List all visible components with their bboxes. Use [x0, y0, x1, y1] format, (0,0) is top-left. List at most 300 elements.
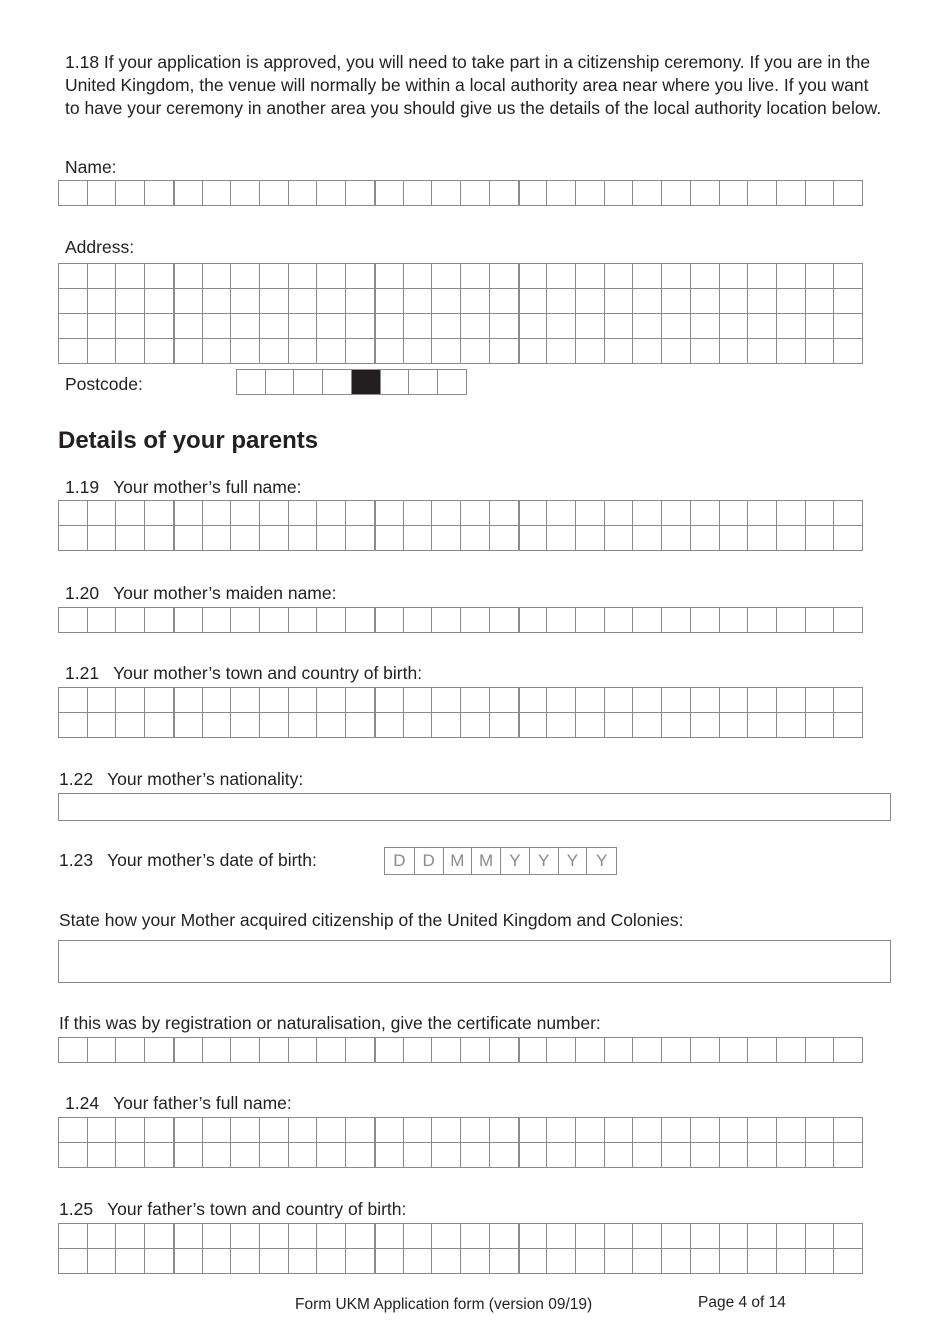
char-box[interactable] [202, 180, 232, 206]
char-box[interactable] [345, 1223, 375, 1249]
char-box[interactable] [805, 1223, 835, 1249]
char-box[interactable] [374, 500, 404, 526]
char-box[interactable] [661, 313, 691, 339]
char-box[interactable] [489, 1223, 519, 1249]
char-box[interactable] [230, 180, 260, 206]
char-box[interactable] [632, 607, 662, 633]
char-box[interactable] [518, 712, 548, 738]
char-box[interactable] [115, 607, 145, 633]
char-box[interactable] [403, 288, 433, 314]
father-full-name-field[interactable] [58, 1117, 862, 1167]
char-box[interactable] [747, 313, 777, 339]
char-box[interactable] [604, 525, 634, 551]
char-box[interactable] [259, 1248, 289, 1274]
char-box[interactable] [661, 338, 691, 364]
char-box[interactable] [58, 500, 88, 526]
char-box[interactable] [632, 1248, 662, 1274]
char-box[interactable] [518, 687, 548, 713]
char-box[interactable] [833, 1142, 863, 1168]
char-box[interactable] [719, 1117, 749, 1143]
char-box[interactable] [374, 712, 404, 738]
char-box[interactable] [288, 1142, 318, 1168]
char-box[interactable] [144, 712, 174, 738]
date-digit-box[interactable]: Y [529, 848, 559, 874]
date-digit-box[interactable]: M [443, 848, 473, 874]
char-box[interactable] [604, 607, 634, 633]
char-box[interactable] [288, 1037, 318, 1063]
date-digit-box[interactable]: Y [500, 848, 530, 874]
char-box[interactable] [833, 338, 863, 364]
char-box[interactable] [575, 1037, 605, 1063]
char-box[interactable] [546, 180, 576, 206]
char-box[interactable] [719, 1223, 749, 1249]
char-box[interactable] [747, 338, 777, 364]
char-box[interactable] [345, 1117, 375, 1143]
char-box[interactable] [173, 180, 203, 206]
char-box[interactable] [259, 313, 289, 339]
char-box[interactable] [293, 369, 323, 395]
char-box[interactable] [776, 263, 806, 289]
char-box[interactable] [345, 313, 375, 339]
char-box[interactable] [345, 500, 375, 526]
char-box[interactable] [230, 1037, 260, 1063]
char-box[interactable] [115, 1037, 145, 1063]
char-box[interactable] [805, 1142, 835, 1168]
char-box[interactable] [833, 313, 863, 339]
char-box[interactable] [202, 500, 232, 526]
char-box[interactable] [374, 338, 404, 364]
char-box[interactable] [288, 313, 318, 339]
char-box[interactable] [805, 313, 835, 339]
char-box[interactable] [776, 525, 806, 551]
char-box[interactable] [661, 288, 691, 314]
char-box[interactable] [776, 313, 806, 339]
char-box[interactable] [690, 500, 720, 526]
char-box[interactable] [230, 1142, 260, 1168]
char-box[interactable] [144, 1223, 174, 1249]
date-digit-box[interactable]: Y [586, 848, 616, 874]
char-box[interactable] [747, 1248, 777, 1274]
char-box[interactable] [230, 500, 260, 526]
char-box[interactable] [173, 313, 203, 339]
char-box[interactable] [58, 1248, 88, 1274]
char-box[interactable] [173, 1223, 203, 1249]
char-box[interactable] [805, 525, 835, 551]
char-box[interactable] [690, 687, 720, 713]
char-box[interactable] [833, 525, 863, 551]
char-box[interactable] [575, 525, 605, 551]
char-box[interactable] [747, 1117, 777, 1143]
char-box[interactable] [604, 288, 634, 314]
char-box[interactable] [604, 712, 634, 738]
char-box[interactable] [431, 607, 461, 633]
char-box[interactable] [719, 1037, 749, 1063]
char-box[interactable] [661, 1117, 691, 1143]
char-box[interactable] [374, 1117, 404, 1143]
char-box[interactable] [690, 525, 720, 551]
char-box[interactable] [575, 687, 605, 713]
char-box[interactable] [403, 607, 433, 633]
char-box[interactable] [518, 1117, 548, 1143]
char-box[interactable] [380, 369, 410, 395]
char-box[interactable] [58, 338, 88, 364]
address-field[interactable] [58, 263, 862, 363]
char-box[interactable] [632, 180, 662, 206]
char-box[interactable] [374, 607, 404, 633]
char-box[interactable] [690, 1142, 720, 1168]
char-box[interactable] [58, 180, 88, 206]
char-box[interactable] [747, 525, 777, 551]
char-box[interactable] [58, 712, 88, 738]
name-field[interactable] [58, 180, 862, 205]
char-box[interactable] [604, 1223, 634, 1249]
char-box[interactable] [460, 313, 490, 339]
char-box[interactable] [604, 687, 634, 713]
date-digit-box[interactable]: M [471, 848, 501, 874]
char-box[interactable] [776, 1117, 806, 1143]
char-box[interactable] [518, 1037, 548, 1063]
char-box[interactable] [144, 288, 174, 314]
char-box[interactable] [115, 313, 145, 339]
char-box[interactable] [489, 180, 519, 206]
char-box[interactable] [202, 1117, 232, 1143]
char-box[interactable] [776, 1142, 806, 1168]
char-box[interactable] [575, 338, 605, 364]
char-box[interactable] [173, 607, 203, 633]
char-box[interactable] [776, 1037, 806, 1063]
char-box[interactable] [403, 1248, 433, 1274]
char-box[interactable] [316, 1142, 346, 1168]
char-box[interactable] [776, 1248, 806, 1274]
char-box[interactable] [747, 687, 777, 713]
char-box[interactable] [690, 313, 720, 339]
char-box[interactable] [460, 1223, 490, 1249]
char-box[interactable] [546, 288, 576, 314]
char-box[interactable] [374, 313, 404, 339]
char-box[interactable] [403, 1117, 433, 1143]
char-box[interactable] [776, 607, 806, 633]
char-box[interactable] [115, 687, 145, 713]
char-box[interactable] [259, 288, 289, 314]
char-box[interactable] [236, 369, 266, 395]
char-box[interactable] [115, 1117, 145, 1143]
char-box[interactable] [776, 180, 806, 206]
char-box[interactable] [316, 263, 346, 289]
char-box[interactable] [632, 525, 662, 551]
char-box[interactable] [604, 263, 634, 289]
char-box[interactable] [437, 369, 467, 395]
char-box[interactable] [661, 1248, 691, 1274]
char-box[interactable] [575, 500, 605, 526]
char-box[interactable] [345, 263, 375, 289]
char-box[interactable] [460, 525, 490, 551]
char-box[interactable] [518, 1248, 548, 1274]
char-box[interactable] [259, 180, 289, 206]
char-box[interactable] [460, 1248, 490, 1274]
char-box[interactable] [575, 313, 605, 339]
char-box[interactable] [316, 288, 346, 314]
char-box[interactable] [230, 687, 260, 713]
char-box[interactable] [87, 525, 117, 551]
char-box[interactable] [431, 263, 461, 289]
char-box[interactable] [661, 263, 691, 289]
char-box[interactable] [259, 338, 289, 364]
char-box[interactable] [431, 525, 461, 551]
char-box[interactable] [546, 313, 576, 339]
char-box[interactable] [115, 180, 145, 206]
char-box[interactable] [202, 1037, 232, 1063]
char-box[interactable] [144, 687, 174, 713]
char-box[interactable] [316, 313, 346, 339]
char-box[interactable] [489, 607, 519, 633]
char-box[interactable] [202, 263, 232, 289]
char-box[interactable] [58, 1223, 88, 1249]
char-box[interactable] [288, 1248, 318, 1274]
char-box[interactable] [87, 1142, 117, 1168]
char-box[interactable] [518, 263, 548, 289]
char-box[interactable] [661, 500, 691, 526]
char-box[interactable] [408, 369, 438, 395]
char-box[interactable] [661, 180, 691, 206]
char-box[interactable] [403, 180, 433, 206]
char-box[interactable] [833, 607, 863, 633]
char-box[interactable] [604, 313, 634, 339]
char-box[interactable] [316, 607, 346, 633]
char-box[interactable] [460, 712, 490, 738]
char-box[interactable] [144, 1142, 174, 1168]
char-box[interactable] [489, 263, 519, 289]
char-box[interactable] [374, 180, 404, 206]
char-box[interactable] [460, 180, 490, 206]
char-box[interactable] [316, 500, 346, 526]
char-box[interactable] [345, 687, 375, 713]
char-box[interactable] [431, 500, 461, 526]
char-box[interactable] [833, 687, 863, 713]
char-box[interactable] [403, 525, 433, 551]
char-box[interactable] [144, 313, 174, 339]
char-box[interactable] [489, 1248, 519, 1274]
char-box[interactable] [546, 1223, 576, 1249]
char-box[interactable] [776, 1223, 806, 1249]
char-box[interactable] [460, 1117, 490, 1143]
char-box[interactable] [575, 263, 605, 289]
char-box[interactable] [460, 607, 490, 633]
char-box[interactable] [87, 1037, 117, 1063]
char-box[interactable] [431, 1142, 461, 1168]
char-box[interactable] [489, 313, 519, 339]
char-box[interactable] [489, 338, 519, 364]
char-box[interactable] [316, 687, 346, 713]
char-box[interactable] [144, 607, 174, 633]
char-box[interactable] [431, 1037, 461, 1063]
char-box[interactable] [719, 313, 749, 339]
char-box[interactable] [374, 1223, 404, 1249]
char-box[interactable] [776, 338, 806, 364]
date-digit-box[interactable]: Y [558, 848, 588, 874]
char-box[interactable] [518, 313, 548, 339]
char-box[interactable] [403, 1223, 433, 1249]
char-box[interactable] [259, 263, 289, 289]
char-box[interactable] [833, 1117, 863, 1143]
citizenship-acquired-field[interactable] [58, 940, 891, 983]
char-box[interactable] [288, 525, 318, 551]
char-box[interactable] [690, 712, 720, 738]
char-box[interactable] [546, 338, 576, 364]
char-box[interactable] [690, 1248, 720, 1274]
char-box[interactable] [87, 338, 117, 364]
char-box[interactable] [173, 500, 203, 526]
char-box[interactable] [518, 525, 548, 551]
char-box[interactable] [259, 607, 289, 633]
char-box[interactable] [460, 500, 490, 526]
mother-maiden-name-field[interactable] [58, 607, 862, 632]
char-box[interactable] [58, 607, 88, 633]
char-box[interactable] [374, 263, 404, 289]
char-box[interactable] [661, 712, 691, 738]
char-box[interactable] [316, 525, 346, 551]
char-box[interactable] [575, 1117, 605, 1143]
mother-full-name-field[interactable] [58, 500, 862, 550]
char-box[interactable] [833, 1248, 863, 1274]
char-box[interactable] [604, 338, 634, 364]
char-box[interactable] [805, 500, 835, 526]
date-digit-box[interactable]: D [414, 848, 444, 874]
char-box[interactable] [690, 1037, 720, 1063]
char-box[interactable] [805, 338, 835, 364]
char-box[interactable] [173, 338, 203, 364]
char-box[interactable] [230, 1117, 260, 1143]
char-box[interactable] [58, 263, 88, 289]
char-box[interactable] [58, 288, 88, 314]
char-box[interactable] [747, 712, 777, 738]
char-box[interactable] [173, 1248, 203, 1274]
char-box[interactable] [403, 1142, 433, 1168]
char-box[interactable] [719, 180, 749, 206]
char-box[interactable] [604, 1037, 634, 1063]
char-box[interactable] [833, 1037, 863, 1063]
char-box[interactable] [288, 263, 318, 289]
char-box[interactable] [288, 500, 318, 526]
char-box[interactable] [403, 338, 433, 364]
char-box[interactable] [747, 607, 777, 633]
char-box[interactable] [58, 1117, 88, 1143]
char-box[interactable] [431, 1117, 461, 1143]
char-box[interactable] [259, 500, 289, 526]
char-box[interactable] [316, 712, 346, 738]
char-box[interactable] [374, 1142, 404, 1168]
char-box[interactable] [833, 288, 863, 314]
char-box[interactable] [805, 1248, 835, 1274]
char-box[interactable] [661, 607, 691, 633]
char-box[interactable] [403, 500, 433, 526]
char-box[interactable] [518, 500, 548, 526]
char-box[interactable] [316, 338, 346, 364]
char-box[interactable] [719, 687, 749, 713]
char-box[interactable] [230, 313, 260, 339]
char-box[interactable] [805, 1037, 835, 1063]
char-box[interactable] [288, 712, 318, 738]
char-box[interactable] [546, 607, 576, 633]
char-box[interactable] [604, 1142, 634, 1168]
char-box[interactable] [173, 525, 203, 551]
char-box[interactable] [805, 712, 835, 738]
char-box[interactable] [58, 1037, 88, 1063]
char-box[interactable] [632, 1223, 662, 1249]
char-box[interactable] [403, 1037, 433, 1063]
postcode-field[interactable] [236, 369, 466, 394]
char-box[interactable] [144, 1248, 174, 1274]
char-box[interactable] [805, 687, 835, 713]
char-box[interactable] [632, 712, 662, 738]
char-box[interactable] [87, 1117, 117, 1143]
char-box[interactable] [546, 712, 576, 738]
char-box[interactable] [719, 1248, 749, 1274]
char-box[interactable] [431, 288, 461, 314]
char-box[interactable] [345, 1037, 375, 1063]
char-box[interactable] [747, 1037, 777, 1063]
char-box[interactable] [58, 1142, 88, 1168]
char-box[interactable] [144, 525, 174, 551]
char-box[interactable] [546, 263, 576, 289]
char-box[interactable] [747, 500, 777, 526]
char-box[interactable] [661, 525, 691, 551]
char-box[interactable] [747, 1223, 777, 1249]
char-box[interactable] [316, 1117, 346, 1143]
char-box[interactable] [719, 525, 749, 551]
char-box[interactable] [230, 288, 260, 314]
char-box[interactable] [719, 607, 749, 633]
char-box[interactable] [690, 1223, 720, 1249]
char-box[interactable] [518, 288, 548, 314]
char-box[interactable] [115, 288, 145, 314]
char-box[interactable] [690, 338, 720, 364]
char-box[interactable] [87, 712, 117, 738]
char-box[interactable] [632, 313, 662, 339]
char-box[interactable] [546, 1248, 576, 1274]
char-box[interactable] [202, 1223, 232, 1249]
char-box[interactable] [87, 313, 117, 339]
char-box[interactable] [833, 180, 863, 206]
char-box[interactable] [288, 687, 318, 713]
char-box[interactable] [288, 1117, 318, 1143]
char-box[interactable] [374, 1248, 404, 1274]
char-box[interactable] [316, 180, 346, 206]
char-box[interactable] [489, 1037, 519, 1063]
char-box[interactable] [230, 1248, 260, 1274]
char-box[interactable] [431, 180, 461, 206]
char-box[interactable] [632, 687, 662, 713]
char-box[interactable] [690, 263, 720, 289]
char-box[interactable] [833, 500, 863, 526]
char-box[interactable] [87, 1248, 117, 1274]
char-box[interactable] [316, 1037, 346, 1063]
char-box[interactable] [230, 607, 260, 633]
char-box[interactable] [345, 525, 375, 551]
char-box[interactable] [632, 263, 662, 289]
char-box[interactable] [58, 525, 88, 551]
char-box[interactable] [316, 1223, 346, 1249]
char-box[interactable] [661, 1142, 691, 1168]
char-box[interactable] [460, 687, 490, 713]
char-box[interactable] [719, 1142, 749, 1168]
char-box[interactable] [288, 338, 318, 364]
char-box[interactable] [115, 1142, 145, 1168]
char-box[interactable] [403, 313, 433, 339]
char-box[interactable] [546, 1142, 576, 1168]
char-box[interactable] [575, 712, 605, 738]
char-box[interactable] [173, 712, 203, 738]
char-box[interactable] [747, 263, 777, 289]
